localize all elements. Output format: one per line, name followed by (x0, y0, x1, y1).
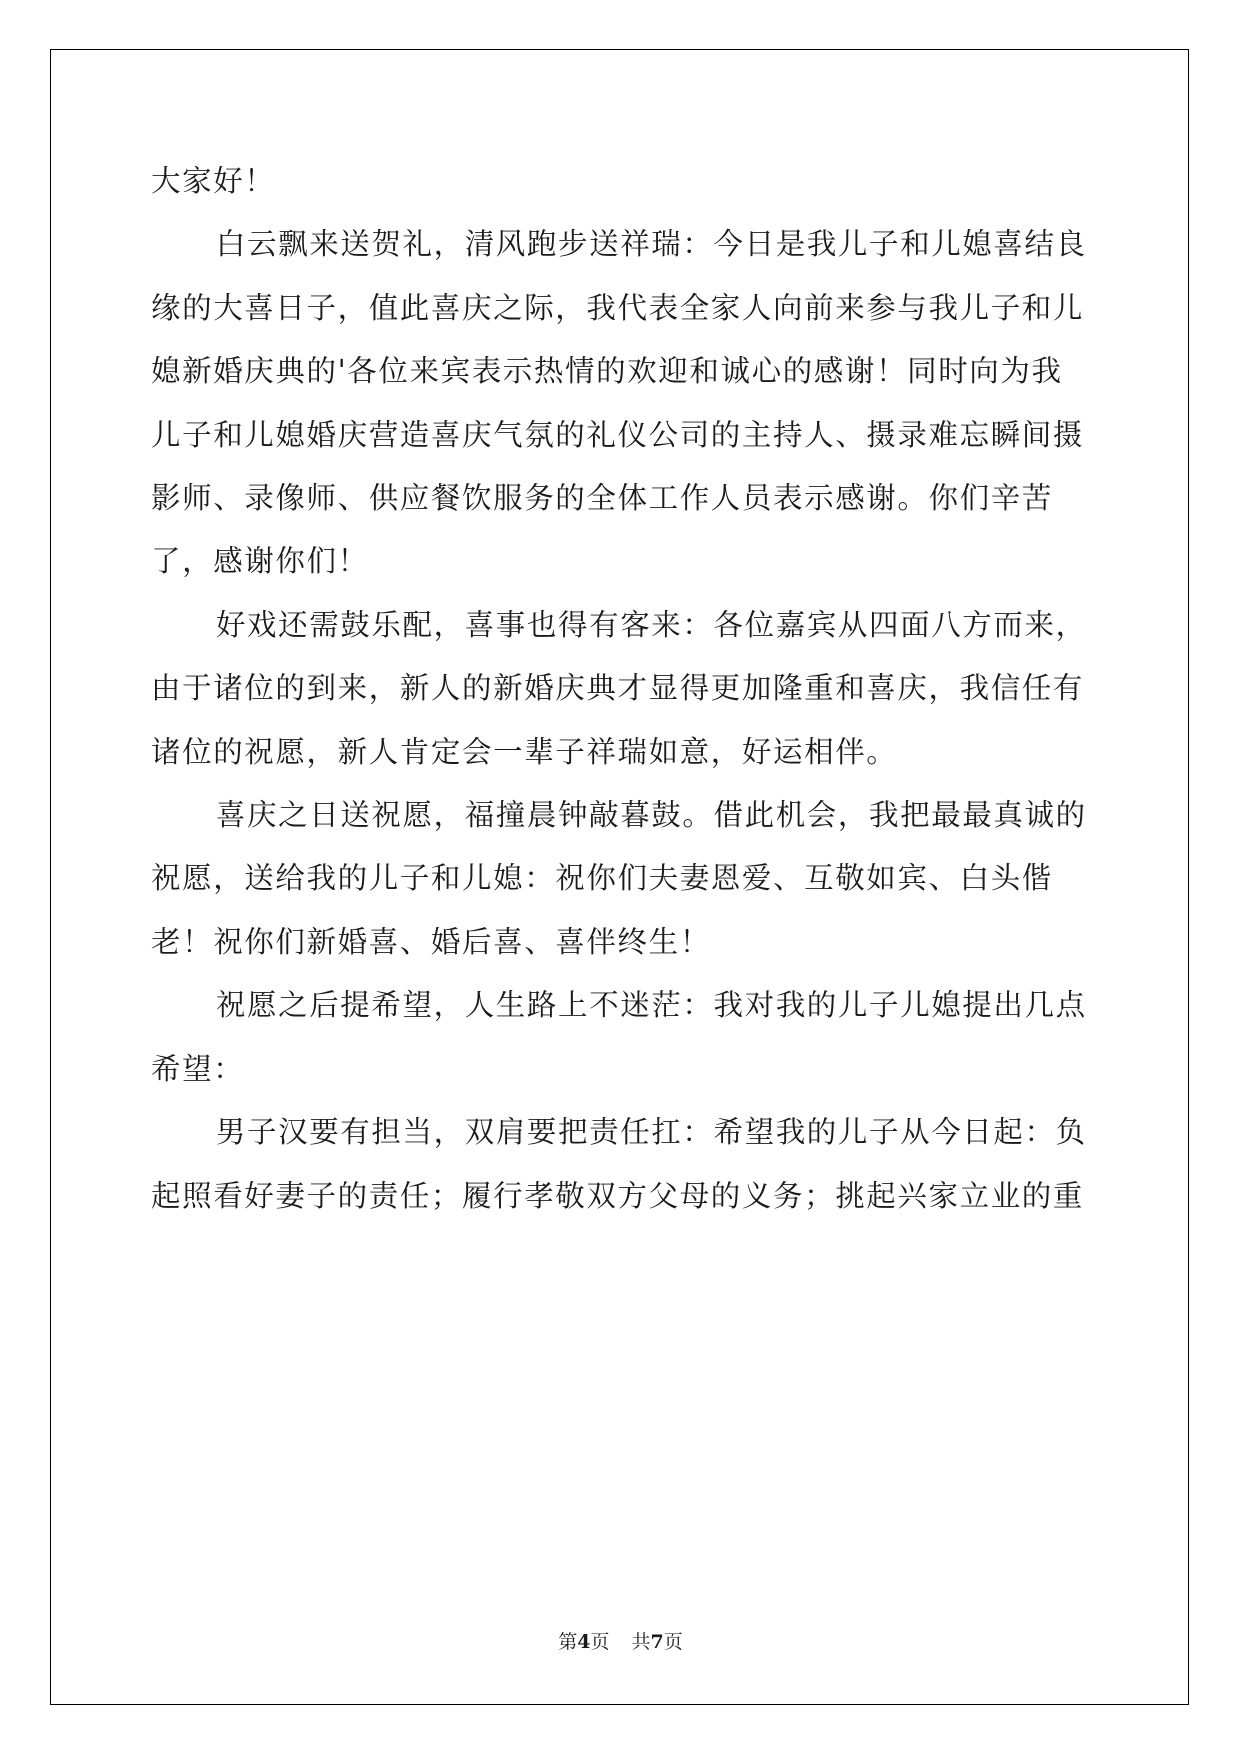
page-footer (0, 1627, 1241, 1654)
paragraph-hopes-intro: 祝愿之后提希望，人生路上不迷茫：我对我的儿子儿媳提出几点希望： (151, 988, 1087, 1086)
total-prefix: 共 (631, 1631, 651, 1653)
paragraph-blessing: 喜庆之日送祝愿，福撞晨钟敲暮鼓。借此机会，我把最最真诚的祝愿，送给我的儿子和儿媳：祝你们夫妻恩爱、互敬如宾、白头偕老！祝你们新婚喜、婚后喜、喜伴终生！ (151, 798, 1087, 959)
paragraph-son-duty: 男子汉要有担当，双肩要把责任扛：希望我的儿子从今日起：负起照看好妻子的责任；履行孝敬双方父母的义务；挑起兴家立业的重 (151, 1115, 1087, 1213)
total-suffix: 页 (663, 1631, 683, 1653)
paragraph-thanks: 白云飘来送贺礼，清风跑步送祥瑞：今日是我儿子和儿媳喜结良缘的大喜日子，值此喜庆之际，我代表全家人向前来参与我儿子和儿媳新婚庆典的'各位来宾表示热情的欢迎和诚心的感谢！同时向为我儿子和儿媳婚庆营造喜庆气氛的礼仪公司的主持人、摄录难忘瞬间摄影师、录像师、供应餐饮服务的全体工作人员表示感谢。你们辛苦了，感谢你们！ (151, 227, 1087, 579)
paragraph-guests: 好戏还需鼓乐配，喜事也得有客来：各位嘉宾从四面八方而来，由于诸位的到来，新人的新婚庆典才显得更加隆重和喜庆，我信任有诸位的祝愿，新人肯定会一辈子祥瑞如意，好运相伴。 (151, 607, 1087, 769)
greeting-paragraph: 大家好！ (151, 164, 276, 198)
page-current: 4 (577, 1631, 591, 1653)
page-prefix: 第 (558, 1631, 578, 1653)
document-body (151, 150, 1091, 1228)
page-total: 7 (650, 1631, 664, 1653)
page-suffix: 页 (590, 1631, 610, 1653)
